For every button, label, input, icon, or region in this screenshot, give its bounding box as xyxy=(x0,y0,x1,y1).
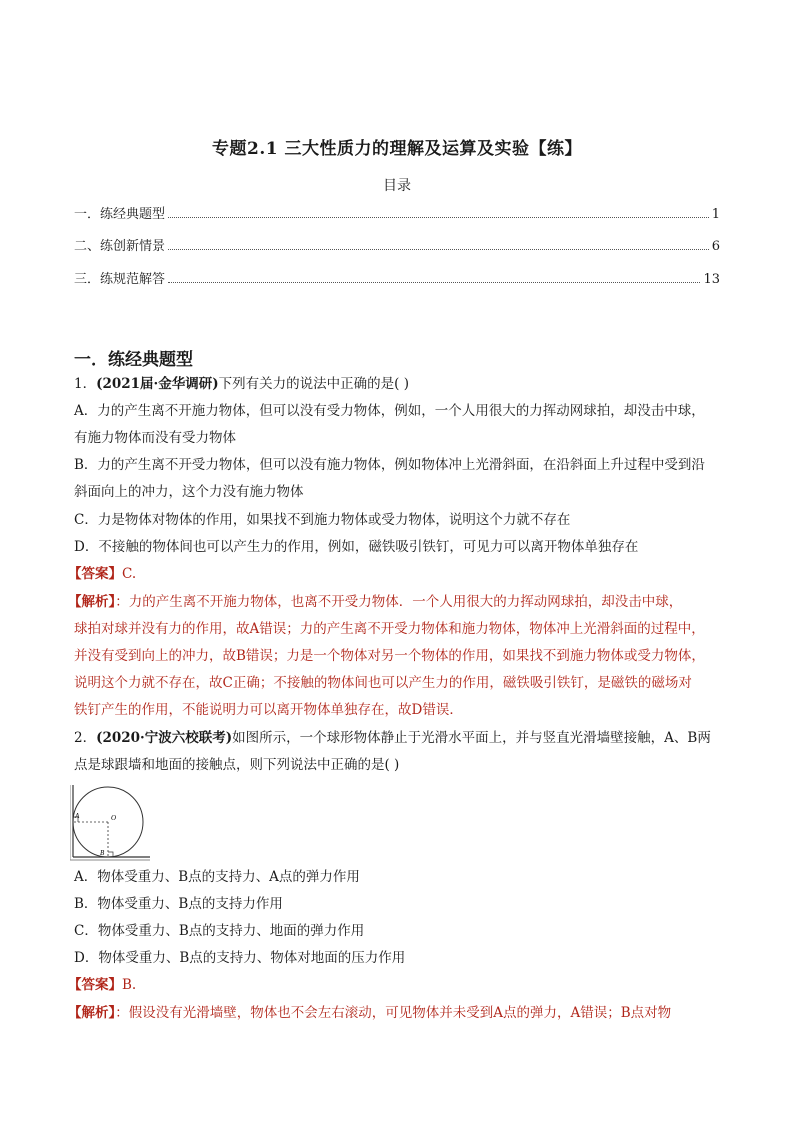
question-number: 1． xyxy=(74,376,97,392)
toc-item-label: 三．练规范解答 xyxy=(74,272,166,287)
toc-heading: 目录 xyxy=(383,178,411,194)
option-a-line1: A．力的产生离不开施力物体，但可以没有受力物体，例如，一个人用很大的力挥动网球拍，却没击中球， xyxy=(74,403,705,419)
q2-option-c: C．物体受重力、B点的支持力、地面的弹力作用 xyxy=(74,923,365,939)
analysis-text: ：假设没有光滑墙壁，物体也不会左右滚动，可见物体并未受到A点的弹力，A错误；B点对物 xyxy=(115,1005,672,1021)
question-text: 如图所示，一个球形物体静止于光滑水平面上，并与竖直光滑墙壁接触，A、B两 xyxy=(232,730,711,746)
q2-option-a: A．物体受重力、B点的支持力、A点的弹力作用 xyxy=(74,869,360,885)
toc-item-label: 一．练经典题型 xyxy=(74,207,166,222)
toc-leader-dots xyxy=(168,282,700,283)
analysis-label: 【解析】 xyxy=(68,594,116,610)
option-c: C．力是物体对物体的作用，如果找不到施力物体或受力物体，说明这个力就不存在 xyxy=(74,512,571,528)
toc-item[interactable] xyxy=(74,267,720,287)
question-2-stem xyxy=(74,728,711,748)
toc-item[interactable] xyxy=(74,234,720,254)
q2-option-d: D．物体受重力、B点的支持力、物体对地面的压力作用 xyxy=(74,950,406,966)
q2-analysis-line xyxy=(68,1003,671,1023)
section-heading: 一．练经典题型 xyxy=(74,350,193,370)
analysis-label: 【解析】 xyxy=(68,1005,116,1021)
toc-item[interactable] xyxy=(74,202,720,222)
option-b-line2: 斜面向上的冲力，这个力没有施力物体 xyxy=(74,484,304,500)
option-b-line1: B．力的产生离不开受力物体，但可以没有施力物体，例如物体冲上光滑斜面，在沿斜面上升过程中受到沿 xyxy=(74,457,705,473)
option-d: D．不接触的物体间也可以产生力的作用，例如，磁铁吸引铁钉，可见力可以离开物体单独存在 xyxy=(74,539,639,555)
question-number: 2． xyxy=(74,730,97,746)
toc-item-page: 6 xyxy=(711,239,720,254)
answer-label: 【答案】 xyxy=(68,977,122,993)
answer-label: 【答案】 xyxy=(68,566,122,582)
ball-wall-figure xyxy=(70,785,152,863)
question-source: (2021届·金华调研) xyxy=(96,376,219,392)
label-o: O xyxy=(111,814,117,822)
label-b: B xyxy=(100,849,105,857)
q2-answer-line xyxy=(68,975,136,995)
question-1-stem xyxy=(74,374,409,394)
analysis-line: 说明这个力就不存在，故C正确；不接触的物体间也可以产生力的作用，磁铁吸引铁钉，是磁铁的磁场对 xyxy=(74,675,692,691)
question-2-stem-line2: 点是球跟墙和地面的接触点，则下列说法中正确的是( ) xyxy=(74,757,400,773)
analysis-line: 并没有受到向上的冲力，故B错误；力是一个物体对另一个物体的作用，如果找不到施力物体或受力物体， xyxy=(74,648,705,664)
answer-value: B. xyxy=(122,977,137,993)
answer-line xyxy=(68,564,136,584)
q2-option-b: B．物体受重力、B点的支持力作用 xyxy=(74,896,283,912)
analysis-line xyxy=(68,592,682,612)
analysis-text: ：力的产生离不开施力物体，也离不开受力物体．一个人用很大的力挥动网球拍，却没击中球， xyxy=(115,594,683,610)
page-title: 专题2.1 三大性质力的理解及运算及实验【练】 xyxy=(212,139,582,159)
question-source: (2020·宁波六校联考) xyxy=(96,730,233,746)
label-a: A xyxy=(75,812,80,820)
toc-item-page: 13 xyxy=(703,272,720,287)
toc-leader-dots xyxy=(168,249,709,250)
toc-item-label: 二、练创新情景 xyxy=(74,239,166,254)
option-a-line2: 有施力物体而没有受力物体 xyxy=(74,430,236,446)
analysis-line: 铁钉产生的作用，不能说明力可以离开物体单独存在，故D错误． xyxy=(74,702,463,718)
toc-leader-dots xyxy=(168,217,709,218)
analysis-line: 球拍对球并没有力的作用，故A错误；力的产生离不开受力物体和施力物体，物体冲上光滑斜面的过程中， xyxy=(74,621,705,637)
answer-value: C. xyxy=(122,566,137,582)
toc-item-page: 1 xyxy=(711,207,720,222)
question-text: 下列有关力的说法中正确的是( ) xyxy=(218,376,409,392)
